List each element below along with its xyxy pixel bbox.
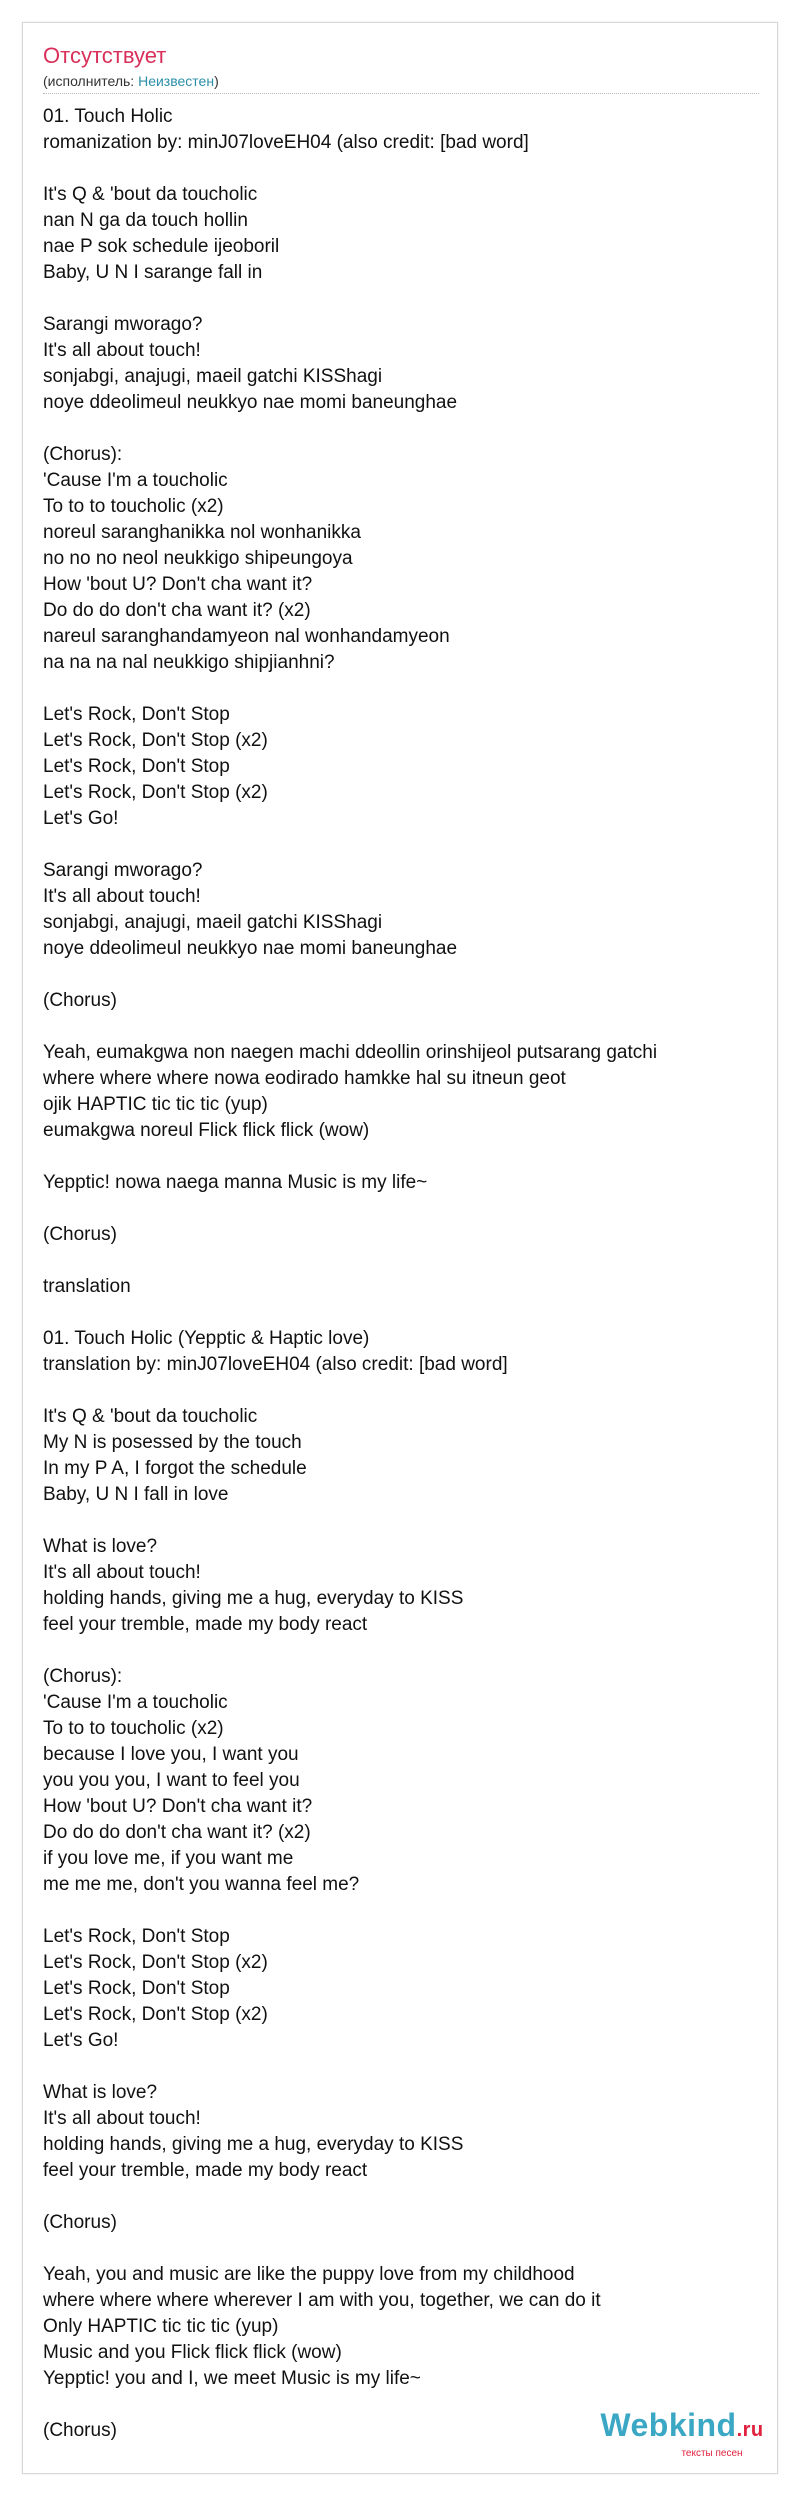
title-divider — [43, 93, 759, 94]
logo-name: Webkind — [600, 2407, 737, 2443]
logo-wordmark — [582, 2407, 782, 2448]
logo-tld: .ru — [736, 2419, 764, 2441]
artist-link[interactable]: Неизвестен — [138, 73, 215, 89]
webkind-logo[interactable] — [582, 2407, 782, 2477]
lyrics-text: 01. Touch Holic romanization by: minJ07loveEH04 (also credit: [bad word] It's Q & 'bout da toucholic nan N ga da touch hollin nae P sok schedule ijeoboril Baby, U N I sarange fall in Sarangi mworago? It's all about touch! sonjabgi, anajugi, maeil gatchi KISShagi noye ddeolimeul neukkyo nae momi baneunghae (Chorus): 'Cause I'm a toucholic To to to toucholic (x2) noreul saranghanikka nol wonhanikka no no no neol neukkigo shipeungoya How 'bout U? Don't cha want it? Do do do don't cha want it? (x2) nareul saranghandamyeon nal wonhandamyeon na na na nal neukkigo shipjianhni? Let's Rock, Don't Stop Let's Rock, Don't Stop (x2) Let's Rock, Don't Stop Let's Rock, Don't Stop (x2) Let's Go! Sarangi mworago? It's all about touch! sonjabgi, anajugi, maeil gatchi KISShagi noye ddeolimeul neukkyo nae momi baneunghae (Chorus) Yeah, eumakgwa non naegen machi ddeollin orinshijeol putsarang gatchi where where where nowa eodirado hamkke hal su itneun geot ojik HAPTIC tic tic tic (yup) eumakgwa noreul Flick flick flick (wow) Yepptic! nowa naega manna Music is my life~ (Chorus) translation 01. Touch Holic (Yepptic & Haptic love) translation by: minJ07loveEH04 (also credit: [bad word] It's Q & 'bout da toucholic My N is posessed by the touch In my P A, I forgot the schedule Baby, U N I fall in love What is love? It's all about touch! holding hands, giving me a hug, everyday to KISS feel your tremble, made my body react (Chorus): 'Cause I'm a toucholic To to to toucholic (x2) because I love you, I want you you you you, I want to feel you How 'bout U? Don't cha want it? Do do do don't cha want it? (x2) if you love me, if you want me me me me, don't you wanna feel me? Let's Rock, Don't Stop Let's Rock, Don't Stop (x2) Let's Rock, Don't Stop Let's Rock, Don't Stop (x2) Let's Go! What is love? It's all about touch! holding hands, giving me a hug, everyday to KISS feel your tremble, made my body react (Chorus) Yeah, you and music are like the puppy love from my childhood where where where wherever I am with you, together, we can do it Only HAPTIC tic tic tic (yup) Music and you Flick flick flick (wow) Yepptic! you and I, we meet Music is my life~ (Chorus) — [43, 106, 658, 2441]
song-title: Отсутствует — [43, 43, 167, 68]
lyrics-card — [22, 22, 778, 2474]
artist-prefix: (исполнитель: — [43, 73, 139, 89]
artist-suffix: ) — [214, 73, 219, 89]
artist-line — [43, 72, 219, 90]
logo-tagline: тексты песен — [681, 2448, 743, 2459]
